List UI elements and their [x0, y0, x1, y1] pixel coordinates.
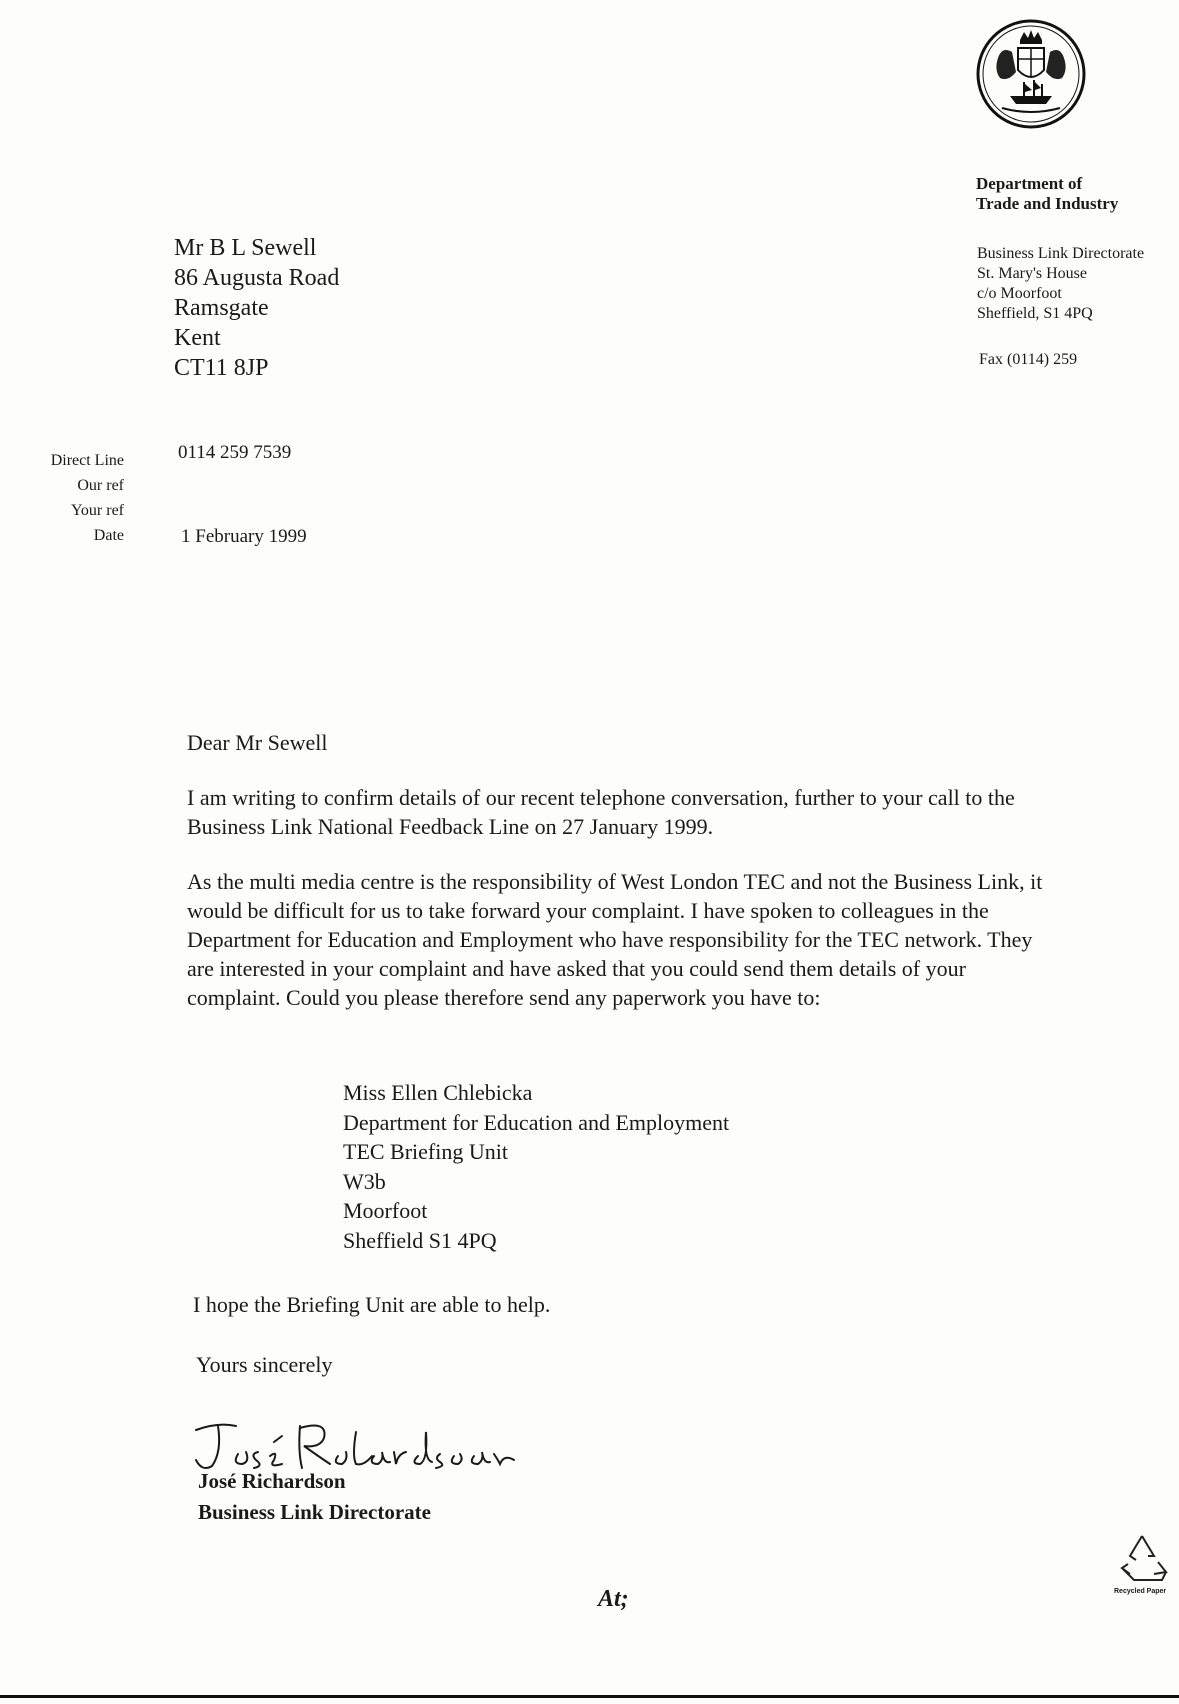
closing-paragraph: I hope the Briefing Unit are able to help.	[193, 1292, 551, 1317]
letter-body	[187, 728, 1067, 1038]
recipient-line: 86 Augusta Road	[174, 265, 340, 291]
date-label: Date	[93, 527, 124, 544]
sender-address	[977, 244, 1144, 324]
department-name	[976, 174, 1118, 214]
reference-labels	[34, 448, 124, 548]
forward-address-line: W3b	[343, 1168, 386, 1194]
recipient-line: Kent	[174, 325, 221, 351]
sender-fax: Fax (0114) 259	[979, 351, 1078, 368]
closing: Yours sincerely	[196, 1352, 333, 1377]
our-ref-label: Our ref	[77, 477, 124, 494]
department-line: Trade and Industry	[976, 194, 1119, 213]
signatory-name: José Richardson	[198, 1469, 346, 1493]
sender-address-line: Business Link Directorate	[977, 245, 1145, 262]
your-ref-label: Your ref	[70, 502, 124, 519]
sender-address-line: c/o Moorfoot	[977, 285, 1062, 302]
recycle-icon	[1114, 1532, 1170, 1584]
forward-address	[343, 1078, 729, 1255]
direct-line-label: Direct Line	[50, 452, 124, 469]
forward-address-line: Miss Ellen Chlebicka	[343, 1080, 533, 1105]
sender-address-line: Sheffield, S1 4PQ	[977, 305, 1093, 322]
royal-crest-logo	[972, 18, 1090, 130]
direct-line-value: 0114 259 7539	[178, 442, 292, 463]
recipient-line: Mr B L Sewell	[174, 235, 317, 261]
recycled-paper-label: Recycled Paper	[1114, 1588, 1167, 1595]
signatory-title: Business Link Directorate	[198, 1500, 431, 1524]
forward-address-line: Moorfoot	[343, 1198, 428, 1223]
salutation: Dear Mr Sewell	[187, 730, 328, 755]
paragraph-1: I am writing to confirm details of our recent telephone conversation, further to your call to the Business Link National Feedback Line on 27 January 1999.	[187, 785, 1015, 839]
date-value: 1 February 1999	[181, 526, 307, 547]
footer-mark: At;	[598, 1586, 629, 1612]
recipient-line: CT11 8JP	[174, 355, 269, 381]
forward-address-line: Department for Education and Employment	[343, 1109, 730, 1135]
bottom-edge-line	[0, 1695, 1179, 1698]
sender-address-line: St. Mary's House	[977, 265, 1087, 282]
forward-address-line: Sheffield S1 4PQ	[343, 1227, 497, 1253]
recipient-line: Ramsgate	[174, 295, 269, 321]
paragraph-2: As the multi media centre is the responsibility of West London TEC and not the Business Link, it would be difficult for us to take forward your complaint. I have spoken to colleagues in the Department for Education and Employment who have responsibility for the TEC network. They are interested in your complaint and have asked that you could send them details of your complaint. Could you please therefore send any paperwork you have to:	[187, 869, 1043, 1010]
forward-address-line: TEC Briefing Unit	[343, 1139, 508, 1164]
recipient-address	[174, 233, 339, 383]
signatory-block	[198, 1466, 431, 1528]
department-line: Department of	[976, 174, 1083, 193]
